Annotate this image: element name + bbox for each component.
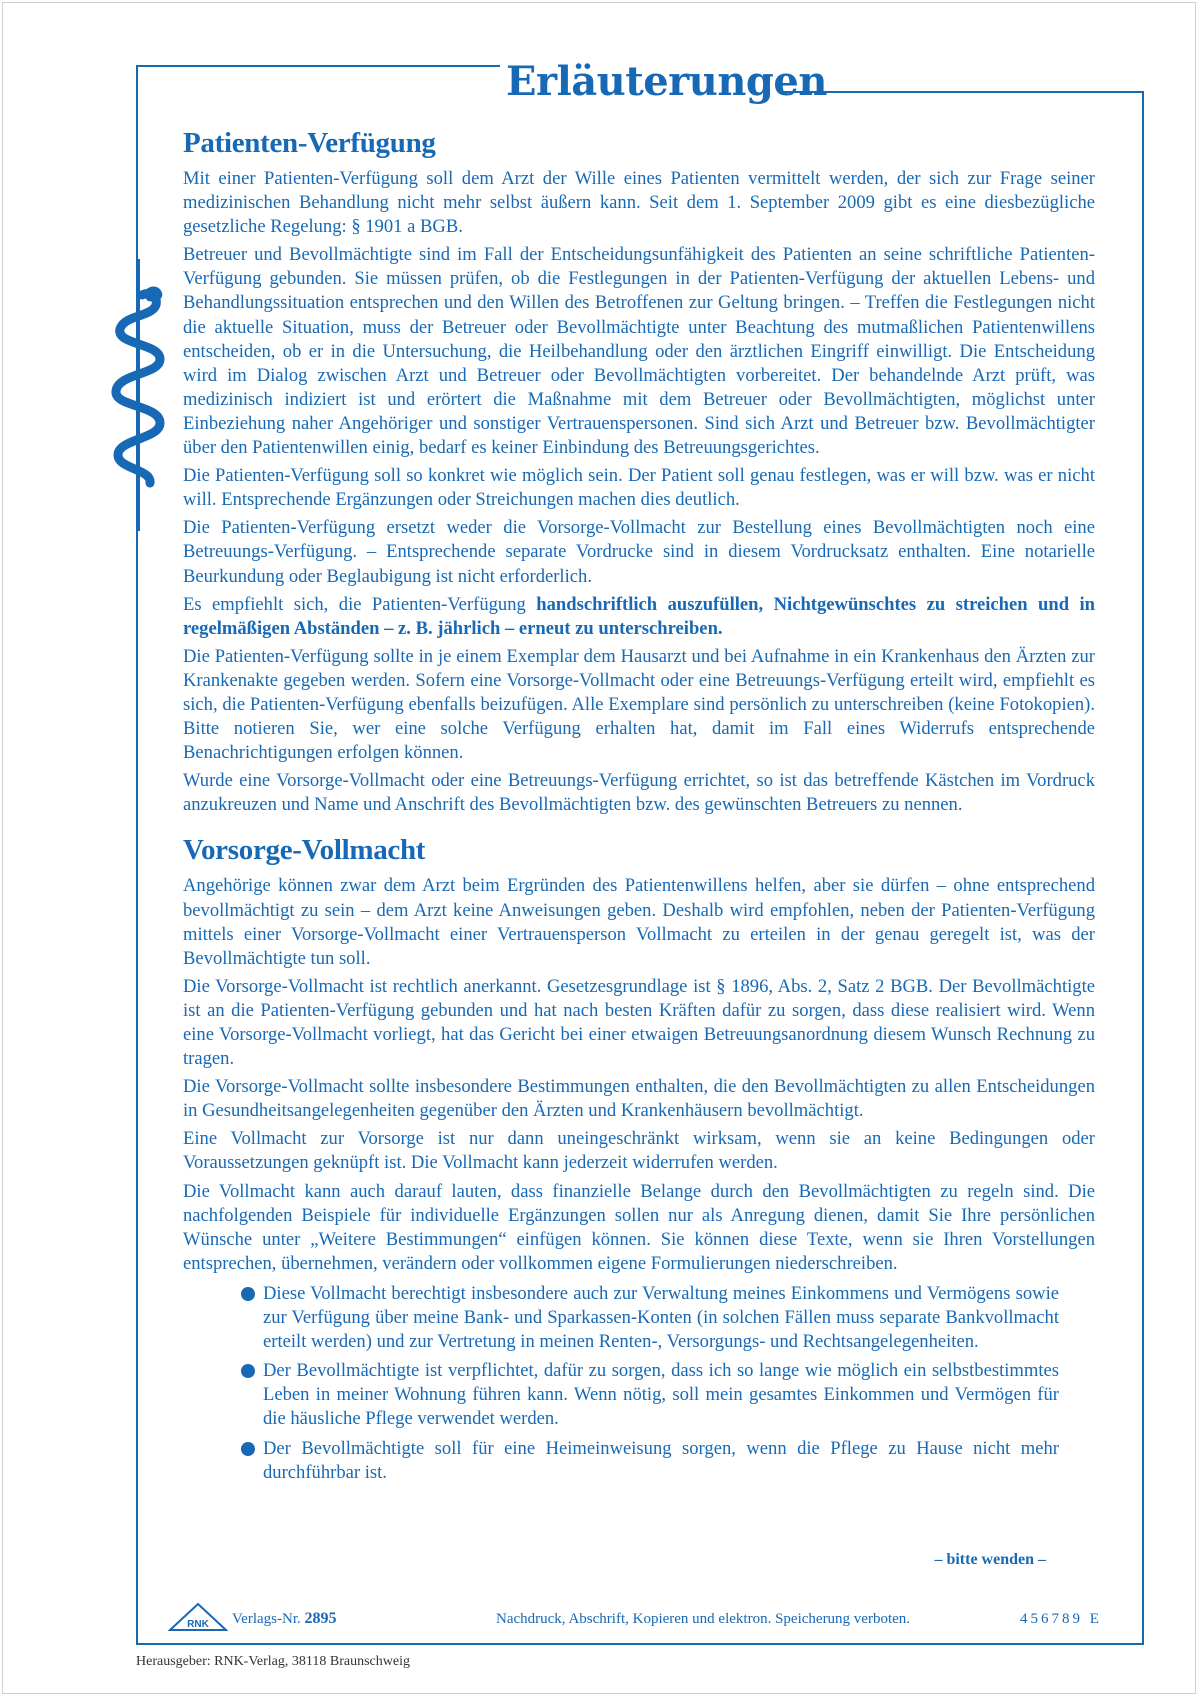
emphasis-bold-text: handschriftlich auszufüllen, Nichtgewünschtes zu streichen und in regelmäßigen Abständen – z. B. jährlich – erneut zu unterschreiben. bbox=[183, 593, 1096, 639]
section-heading-vorsorge-vollmacht: Vorsorge-Vollmacht bbox=[183, 834, 426, 867]
paragraph: Die Patienten-Verfügung ersetzt weder die Vorsorge-Vollmacht zur Bestellung eines Bevollmächtigten noch eine Betreuungs-Verfügung. – Entsprechende separate Vordrucke sind in diesem Vordrucksatz enthalten. Eine notarielle Beurkundung oder Beglaubigung ist nicht erforderlich. bbox=[183, 517, 1095, 587]
section-heading-patienten-verfuegung: Patienten-Verfügung bbox=[183, 127, 436, 159]
frame-top-left-line bbox=[136, 65, 500, 67]
paragraph: Die Vorsorge-Vollmacht ist rechtlich anerkannt. Gesetzesgrundlage ist § 1896, Abs. 2, Satz 2 BGB. Der Bevollmächtigte ist an die Patienten-Verfügung gebunden und hat nach besten Kräften dafür zu sorgen, dass diese realisiert wird. Wenn eine Vorsorge-Vollmacht vorliegt, hat das Gericht bei einer etwaigen Betreuungsanordnung diesem Wunsch Rechnung zu tragen. bbox=[183, 975, 1095, 1070]
paragraph: Angehörige können zwar dem Arzt beim Ergründen des Patientenwillens helfen, aber sie dürfen – ohne entsprechend bevollmächtigt zu sein – dem Arzt keine Anweisungen geben. Deshalb wird empfohlen, neben der Patienten-Verfügung mittels einer Vorsorge-Vollmacht einer Vertrauensperson Vollmacht zu erteilen in der genau geregelt ist, was der Bevollmächtigte tun soll. bbox=[183, 875, 1095, 969]
publisher-line: Herausgeber: RNK-Verlag, 38118 Braunschweig bbox=[136, 1654, 410, 1669]
verlag-number bbox=[232, 1608, 336, 1630]
paragraph: Eine Vollmacht zur Vorsorge ist nur dann uneingeschränkt wirksam, wenn sie an keine Bedingungen oder Voraussetzungen geknüpft ist. Die Vollmacht kann jederzeit widerrufen werden. bbox=[183, 1128, 1095, 1174]
form-code: 456789 E bbox=[1020, 1611, 1102, 1627]
emphasis-paragraph bbox=[183, 593, 1095, 641]
verlag-number-value: 2895 bbox=[304, 1610, 337, 1627]
paragraph: Wurde eine Vorsorge-Vollmacht oder eine Betreuungs-Verfügung errichtet, so ist das betreffende Kästchen im Vordruck anzukreuzen und Name und Anschrift des Bevollmächtigten bzw. des gewünschten Betreuers zu nennen. bbox=[183, 770, 1095, 816]
bullet-icon bbox=[241, 1442, 255, 1456]
turn-page-note: – bitte wenden – bbox=[934, 1551, 1046, 1568]
frame-bottom-line bbox=[136, 1643, 1144, 1645]
list-item bbox=[263, 1282, 1059, 1354]
paragraph: Die Patienten-Verfügung sollte in je einem Exemplar dem Hausarzt und bei Aufnahme in ein Krankenhaus den Ärzten zur Krankenakte gegeben werden. Sofern eine Vorsorge-Vollmacht oder eine Betreuungs-Verfügung erteilt wird, empfiehlt es sich, die Patienten-Verfügung ebenfalls beizufügen. Alle Exemplare sind persönlich zu unterschreiben (keine Fotokopien). Bitte notieren Sie, wer eine solche Verfügung erhalten hat, damit im Fall eines Widerrufs entsprechende Benachrichtigungen erfolgen können. bbox=[183, 645, 1095, 764]
emphasis-lead-text: Es empfiehlt sich, die Patienten-Verfügung bbox=[183, 593, 537, 615]
frame-right-line bbox=[1142, 91, 1144, 1645]
bullet-text: Der Bevollmächtigte soll für eine Heimeinweisung sorgen, wenn die Pflege zu Hause nicht mehr durchführbar ist. bbox=[263, 1437, 1059, 1483]
verlag-label: Verlags-Nr. bbox=[232, 1611, 301, 1627]
paragraph: Die Patienten-Verfügung soll so konkret wie möglich sein. Der Patient soll genau festlegen, was er will bzw. was er nicht will. Entsprechende Ergänzungen oder Streichungen machen dies deutlich. bbox=[183, 465, 1095, 511]
bullet-icon bbox=[241, 1287, 255, 1301]
page-title: Erläuterungen bbox=[506, 58, 827, 105]
example-bullet-list bbox=[183, 1282, 1095, 1485]
paragraph: Betreuer und Bevollmächtigte sind im Fall der Entscheidungsunfähigkeit des Patienten an seine schriftliche Patienten-Verfügung gebunden. Sie müssen prüfen, ob die Festlegungen in der Patienten-Verfügung der aktuellen Lebens- und Behandlungssituation entsprechen und den Willen des Betroffenen zur Geltung bringen. – Treffen die Festlegungen nicht die aktuelle Situation, muss der Betreuer oder Bevollmächtigte unter Beachtung des mutmaßlichen Patientenwillens entscheiden, ob er in die Untersuchung, die Heilbehandlung oder den ärztlichen Eingriff einwilligt. Die Entscheidung wird im Dialog zwischen Arzt und Betreuer oder Bevollmächtigten vorbereitet. Der behandelnde Arzt prüft, was medizinisch indiziert ist und erörtert die Maßnahme mit dem Betreuer oder Bevollmächtigten, möglichst unter Einbeziehung naher Angehöriger und sonstiger Vertrauenspersonen. Sind sich Arzt und Betreuer bzw. Bevollmächtigter über den Patientenwillen einig, bedarf es keiner Einbindung des Betreuungsgerichtes. bbox=[183, 244, 1095, 459]
bullet-text: Diese Vollmacht berechtigt insbesondere auch zur Verwaltung meines Einkommens und Vermögens sowie zur Verfügung über meine Bank- und Sparkassen-Konten (in solchen Fällen muss separate Bankvollmacht erteilt werden) und zur Vertretung in meinen Renten-, Versorgungs- und Rechtsangelegenheiten. bbox=[263, 1282, 1059, 1353]
rod-of-asclepius-icon bbox=[104, 255, 172, 535]
list-item bbox=[263, 1437, 1059, 1485]
content-area bbox=[183, 124, 1095, 1490]
rnk-logo-icon bbox=[168, 1602, 228, 1632]
paragraph: Die Vorsorge-Vollmacht sollte insbesondere Bestimmungen enthalten, die den Bevollmächtigten zu allen Entscheidungen in Gesundheitsangelegenheiten gegenüber den Ärzten und Krankenhäusern bevollmächtigt. bbox=[183, 1076, 1095, 1122]
frame-top-right-line bbox=[780, 91, 1144, 93]
rnk-logo-text: RNK bbox=[187, 1619, 209, 1630]
list-item bbox=[263, 1359, 1059, 1431]
copyright-notice: Nachdruck, Abschrift, Kopieren und elektron. Speicherung verboten. bbox=[496, 1611, 911, 1627]
bullet-text: Der Bevollmächtigte ist verpflichtet, dafür zu sorgen, dass ich so lange wie möglich ein selbstbestimmtes Leben in meiner Wohnung führen kann. Wenn nötig, soll mein gesamtes Einkommen und Vermögen für die häusliche Pflege verwendet werden. bbox=[263, 1360, 1059, 1430]
paragraph: Die Vollmacht kann auch darauf lauten, dass finanzielle Belange durch den Bevollmächtigten zu regeln sind. Die nachfolgenden Beispiele für individuelle Ergänzungen sollen nur als Anregung dienen, damit Sie Ihre persönlichen Wünsche unter „Weitere Bestimmungen“ einfügen können. Sie können diese Texte, wenn sie Ihren Vorstellungen entsprechen, übernehmen, verändern oder vollkommen eigene Formulierungen niederschreiben. bbox=[183, 1180, 1095, 1274]
bullet-icon bbox=[241, 1364, 255, 1378]
paragraph: Mit einer Patienten-Verfügung soll dem Arzt der Wille eines Patienten vermittelt werden, der sich zur Frage seiner medizinischen Behandlung nicht mehr selbst äußern kann. Seit dem 1. September 2009 gibt es eine diesbezügliche gesetzliche Regelung: § 1901 a BGB. bbox=[183, 168, 1095, 238]
